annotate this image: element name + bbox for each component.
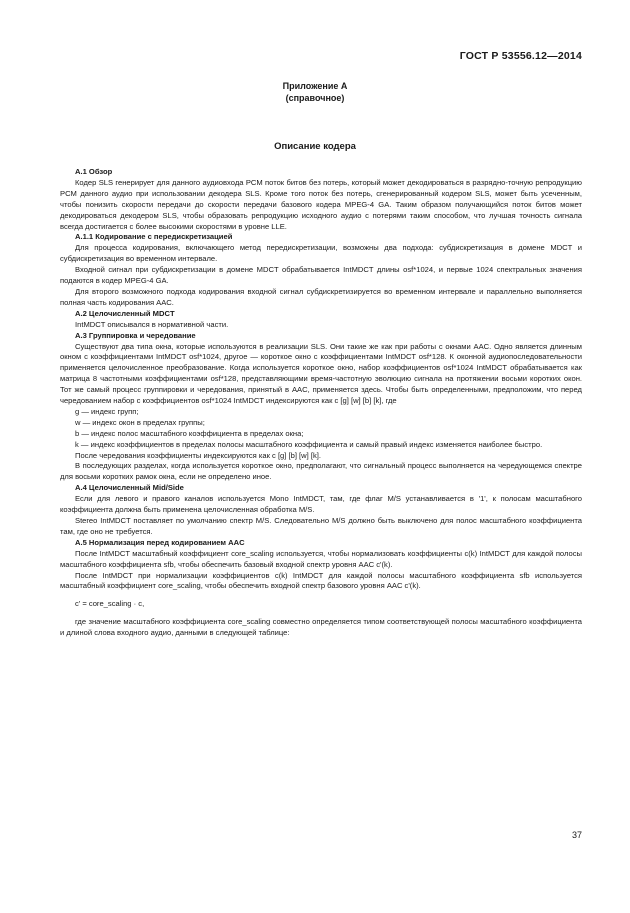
list-item: b — индекс полос масштабного коэффициента в пределах окна; bbox=[75, 428, 304, 438]
paragraph: Существуют два типа окна, которые используются в реализации SLS. Они такие же как при работы с окнами AAC. Одно является длинным окном с коэффициентами IntMDCT osf*1024, другое — короткое окно с коэффициентами IntMDCT osf*128. К оконной аудиопоследовательности применяется целочисленное преобразование. Когда используется короткое окно, набор коэффициентов osf*1024 IntMDCT обрабатывается как матрица 8 частотными коэффициентами osf*128, представляющими время-частотную эволюцию сигнала на протяжении восьми коротких окон. Тот же самый процесс группировки и чередования, принятый в AAC, применяется здесь. Чтобы быть определенными, предположим, что перед чередованием набор с коэффициентов osf*1024 IntMDCT индексируются как c [g] [w] [b] [k], где bbox=[60, 341, 582, 406]
paragraph: Stereo IntMDCT поставляет по умолчанию спектр M/S. Следовательно M/S должно быть выключено для полос масштабного коэффициента там, где оно не требуется. bbox=[60, 516, 582, 536]
paragraph: IntMDCT описывался в нормативной части. bbox=[75, 319, 229, 329]
paragraph: Для процесса кодирования, включающего метод передискретизации, возможны два подхода: субдискретизация в домене MDCT и субдискретизация во временном интервале. bbox=[60, 243, 582, 264]
paragraph: Если для левого и правого каналов используется Mono IntMDCT, там, где флаг M/S устанавливается в '1', к полосам масштабного коэффициента должна быть применена целочисленная обработка M/S. bbox=[60, 494, 582, 515]
paragraph: После чередования коэффициенты индексируются как c [g] [b] [w] [k]. bbox=[75, 450, 321, 460]
annex-subtitle: (справочное) bbox=[285, 93, 345, 103]
section-title: Описание кодера bbox=[274, 141, 356, 152]
formula: c' = core_scaling · c, bbox=[75, 599, 145, 609]
paragraph: Входной сигнал при субдискретизации в домене MDCT обрабатывается IntMDCT длины osf*1024, и первые 1024 спектральных значения подаются в кодер MPEG-4 GA. bbox=[60, 265, 582, 286]
paragraph: После IntMDCT масштабный коэффициент core_scaling используется, чтобы нормализовать коэффициенты c(k) IntMDCT для каждой полосы масштабного коэффициента sfb, чтобы обеспечить базовый входной спектр уровня AAC c'(k). bbox=[60, 548, 582, 569]
paragraph: Для второго возможного подхода кодирования входной сигнал субдискретизируется во временном интервале и параллельно выполняется полная часть кодирования AAC. bbox=[60, 286, 582, 307]
heading-a4: А.4 Целочисленный Mid/Side bbox=[75, 483, 184, 493]
list-item: g — индекс групп; bbox=[75, 406, 139, 416]
paragraph: В последующих разделах, когда используется короткое окно, предполагают, что сигнальный процесс выполняется на чередующемся спектре для восьми коротких рамок окна, если не определено иное. bbox=[60, 461, 582, 482]
paragraph: где значение масштабного коэффициента core_scaling совместно определяется типом соответствующей полосы масштабного коэффициента и длиной слова входного аудио, данными в следующей таблице: bbox=[60, 617, 582, 638]
heading-a5: А.5 Нормализация перед кодированием AAC bbox=[75, 537, 245, 547]
heading-a3: А.3 Группировка и чередование bbox=[75, 330, 196, 340]
heading-a2: А.2 Целочисленный MDCT bbox=[75, 308, 175, 318]
document-body bbox=[60, 167, 582, 639]
list-item: k — индекс коэффициентов в пределах полосы масштабного коэффициента и самый правый индекс изменяется наиболее быстро. bbox=[75, 439, 543, 449]
paragraph: После IntMDCT при нормализации коэффициентов c(k) IntMDCT для каждой полосы масштабного коэффициента sfb используется масштабный коэффициент core_scaling, чтобы обеспечить входной спектр базового уровня AAC c'(k). bbox=[60, 570, 582, 591]
page-number: 37 bbox=[571, 830, 582, 840]
paragraph: Кодер SLS генерирует для данного аудиовхода PCM поток битов без потерь, который может декодироваться в разрядно-точную репродукцию PCM данного аудио при использовании декодера SLS. Кроме того поток без потерь, сгенерированный кодером SLS, может быть усеченным, чтобы понизить скорости передачи до скорости передачи базового кодера MPEG-4 GA. Таким образом получающийся поток битов может декодироваться декодером SLS, чтобы образовать репродукцию исходного аудио с потерями таким способом, что лучшая точность сигнала всегда достигается с более высокими скоростями в уровне LLE. bbox=[60, 177, 582, 231]
heading-a1-1: А.1.1 Кодирование с передискретизацией bbox=[75, 232, 233, 242]
list-item: w — индекс окон в пределах группы; bbox=[75, 417, 205, 427]
heading-a1: А.1 Обзор bbox=[75, 167, 113, 176]
annex-heading bbox=[0, 80, 630, 104]
annex-title: Приложение А bbox=[282, 81, 348, 91]
document-header: ГОСТ Р 53556.12—2014 bbox=[459, 50, 582, 62]
